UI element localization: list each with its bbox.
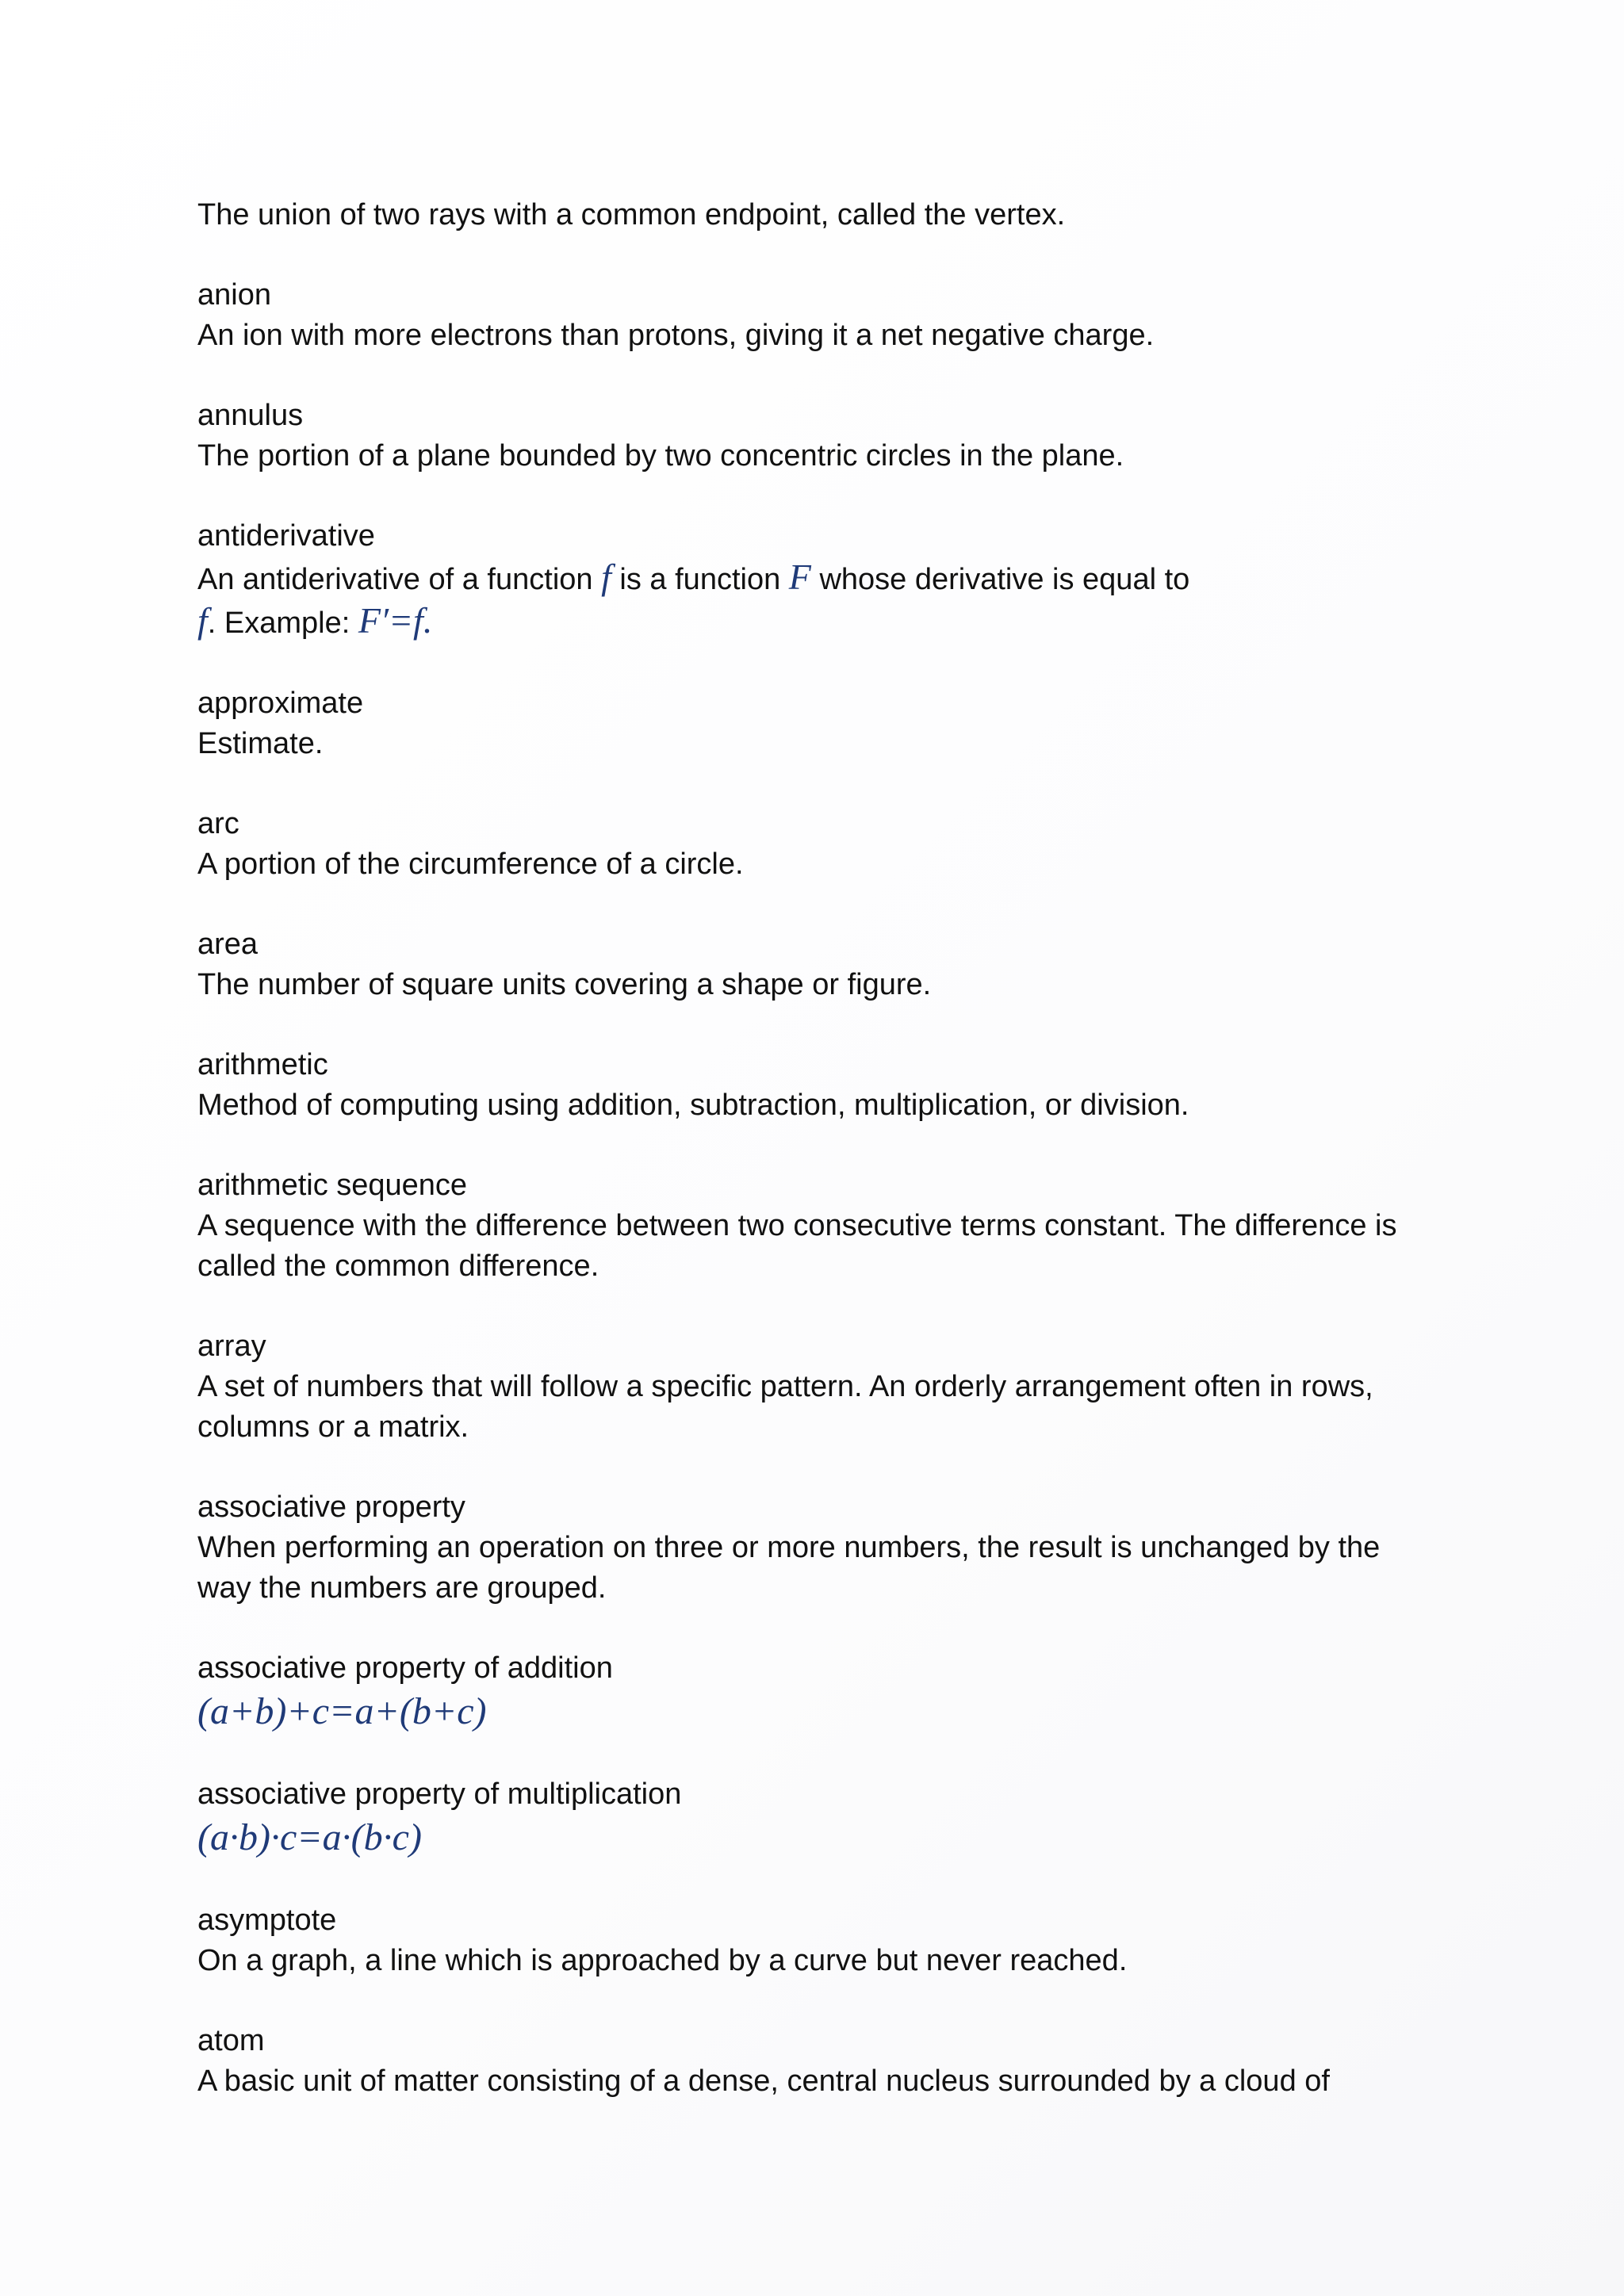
glossary-entry-annulus bbox=[197, 396, 1434, 476]
glossary-entry-arithmetic-sequence bbox=[197, 1165, 1434, 1287]
term: atom bbox=[197, 2024, 265, 2057]
glossary-entry-anion bbox=[197, 275, 1434, 356]
glossary-entry bbox=[197, 195, 1434, 235]
definition: An ion with more electrons than protons, giving it a net negative charge. bbox=[197, 319, 1155, 352]
definition: The portion of a plane bounded by two concentric circles in the plane. bbox=[197, 439, 1124, 473]
math-F: F bbox=[788, 557, 811, 597]
term: arithmetic bbox=[197, 1048, 328, 1081]
term: arithmetic sequence bbox=[197, 1169, 468, 1202]
term: approximate bbox=[197, 687, 364, 720]
glossary-entry-asymptote bbox=[197, 1900, 1434, 1981]
definition: A set of numbers that will follow a specific pattern. An orderly arrangement often in rows, columns or a matrix. bbox=[197, 1370, 1373, 1444]
math-period: . bbox=[423, 600, 433, 641]
definition: A portion of the circumference of a circle. bbox=[197, 848, 744, 881]
term: asymptote bbox=[197, 1904, 337, 1937]
term: antiderivative bbox=[197, 519, 375, 553]
glossary-entry-antiderivative bbox=[197, 516, 1434, 644]
definition: The number of square units covering a shape or figure. bbox=[197, 968, 932, 1001]
glossary-entry-approximate bbox=[197, 683, 1434, 764]
formula: (a·b)·c=a·(b·c) bbox=[197, 1816, 422, 1858]
formula: (a+b)+c=a+(b+c) bbox=[197, 1690, 487, 1732]
glossary-entry-associative-property bbox=[197, 1487, 1434, 1609]
definition: A basic unit of matter consisting of a dense, central nucleus surrounded by a cloud of bbox=[197, 2064, 1330, 2098]
glossary-entry-area bbox=[197, 924, 1434, 1005]
term: anion bbox=[197, 278, 271, 312]
definition: When performing an operation on three or more numbers, the result is unchanged by the way the numbers are grouped. bbox=[197, 1531, 1381, 1605]
glossary-entry-atom bbox=[197, 2021, 1434, 2102]
term: array bbox=[197, 1330, 266, 1363]
glossary-entry-arc bbox=[197, 804, 1434, 885]
term: associative property bbox=[197, 1490, 465, 1524]
term: associative property of addition bbox=[197, 1651, 613, 1685]
definition-text: whose derivative is equal to bbox=[810, 563, 1190, 596]
definition-text: . Example: bbox=[207, 607, 358, 640]
definition: A sequence with the difference between two consecutive terms constant. The difference is called the common difference. bbox=[197, 1209, 1397, 1283]
definition: On a graph, a line which is approached by a curve but never reached. bbox=[197, 1944, 1128, 1977]
glossary-entry-array bbox=[197, 1326, 1434, 1448]
intro-definition: The union of two rays with a common endpoint, called the vertex. bbox=[197, 198, 1066, 232]
math-f: f bbox=[601, 557, 611, 597]
definition-text: An antiderivative of a function bbox=[197, 563, 602, 596]
math-f: f bbox=[197, 600, 208, 641]
term: area bbox=[197, 928, 259, 961]
glossary-content bbox=[197, 195, 1434, 2141]
definition bbox=[197, 557, 1197, 644]
definition-text: is a function bbox=[611, 563, 789, 596]
term: associative property of multiplication bbox=[197, 1777, 682, 1811]
definition: Method of computing using addition, subtraction, multiplication, or division. bbox=[197, 1089, 1189, 1122]
math-example: F′=f bbox=[358, 600, 423, 641]
term: annulus bbox=[197, 399, 304, 432]
glossary-entry-associative-addition bbox=[197, 1648, 1434, 1735]
definition: Estimate. bbox=[197, 727, 324, 760]
term: arc bbox=[197, 807, 239, 840]
glossary-entry-associative-multiplication bbox=[197, 1774, 1434, 1861]
glossary-entry-arithmetic bbox=[197, 1045, 1434, 1126]
